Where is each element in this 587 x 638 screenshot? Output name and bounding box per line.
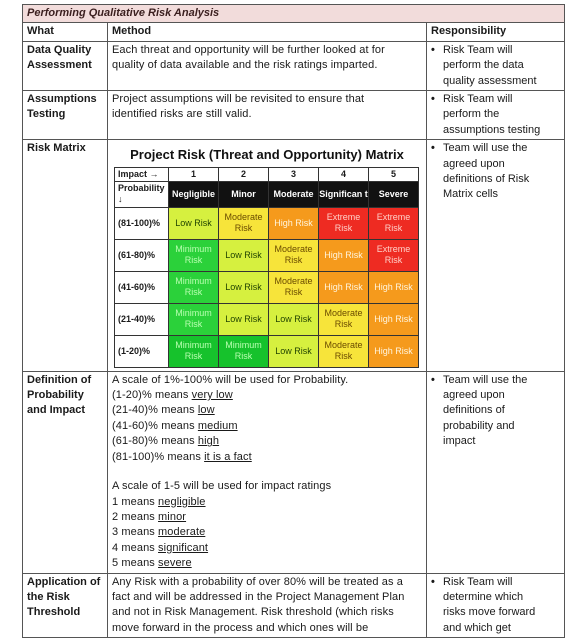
matrix-cell: Minimum Risk <box>169 239 219 271</box>
responsibility-cell <box>427 140 565 371</box>
what-cell: Data Quality Assessment <box>23 41 108 90</box>
method-line: move forward in the process and which ones will be <box>112 621 369 634</box>
probability-range-label: (41-60)% <box>115 271 169 303</box>
impact-line: 5 means severe <box>112 557 192 570</box>
table-title: Performing Qualitative Risk Analysis <box>23 5 565 23</box>
probability-range-label: (21-40)% <box>115 303 169 335</box>
probability-range-label: (1-20)% <box>115 335 169 367</box>
matrix-cell: Low Risk <box>269 335 319 367</box>
matrix-row <box>115 239 419 271</box>
matrix-cell: High Risk <box>269 207 319 239</box>
impact-name: Severe <box>369 181 419 207</box>
matrix-row <box>115 335 419 367</box>
prob-line: (81-100)% means it is a fact <box>112 450 252 463</box>
responsibility-cell <box>427 91 565 140</box>
header-what: What <box>23 23 108 41</box>
prob-line: (41-60)% means medium <box>112 419 238 432</box>
table-title-row <box>23 5 565 23</box>
risk-matrix <box>114 167 419 368</box>
what-cell: Assumptions Testing <box>23 91 108 140</box>
method-line: fact and will be addressed in the Project Management Plan <box>112 590 405 603</box>
matrix-cell: Low Risk <box>219 271 269 303</box>
header-row <box>23 23 565 41</box>
resp-item: • Risk Team will perform the data quality assessment <box>431 43 560 89</box>
matrix-body <box>115 207 419 367</box>
impact-name: Moderate <box>269 181 319 207</box>
responsibility-cell <box>427 41 565 90</box>
row-risk-matrix <box>23 140 565 371</box>
matrix-cell: Low Risk <box>219 239 269 271</box>
impact-number: 3 <box>269 167 319 181</box>
method-cell <box>108 41 427 90</box>
matrix-cell: Low Risk <box>269 303 319 335</box>
risk-analysis-table <box>22 4 565 638</box>
method-cell <box>108 371 427 573</box>
matrix-cell <box>108 140 427 371</box>
impact-number: 1 <box>169 167 219 181</box>
impact-line: 3 means moderate <box>112 526 206 539</box>
matrix-cell: Moderate Risk <box>319 303 369 335</box>
matrix-row <box>115 207 419 239</box>
matrix-title: Project Risk (Threat and Opportunity) Matrix <box>130 147 404 163</box>
what-cell: Application of the Risk Threshold <box>23 573 108 638</box>
matrix-cell: High Risk <box>369 303 419 335</box>
resp-item: • Risk Team will determine which risks move forward and which get <box>431 575 560 637</box>
matrix-cell: High Risk <box>369 335 419 367</box>
probability-range-label: (61-80)% <box>115 239 169 271</box>
impact-label: Impact → <box>115 167 169 181</box>
probability-intro: A scale of 1%-100% will be used for Probability. <box>112 373 349 386</box>
matrix-cell: Extreme Risk <box>369 239 419 271</box>
method-line: identified risks are still valid. <box>112 108 252 121</box>
impact-intro: A scale of 1-5 will be used for impact ratings <box>112 480 332 493</box>
resp-item: • Team will use the agreed upon definitions of probability and impact <box>431 373 560 450</box>
what-cell: Definition of Probability and Impact <box>23 371 108 573</box>
row-definition-probability-impact <box>23 371 565 573</box>
matrix-cell: Extreme Risk <box>319 207 369 239</box>
row-assumptions-testing <box>23 91 565 140</box>
matrix-cell: Moderate Risk <box>269 271 319 303</box>
prob-line: (21-40)% means low <box>112 404 215 417</box>
row-data-quality <box>23 41 565 90</box>
impact-line: 2 means minor <box>112 510 187 523</box>
resp-item: • Risk Team will perform the assumptions testing <box>431 92 560 138</box>
method-line: Each threat and opportunity will be further looked at for <box>112 43 385 56</box>
impact-number: 4 <box>319 167 369 181</box>
matrix-cell: High Risk <box>319 271 369 303</box>
method-cell <box>108 91 427 140</box>
impact-number: 2 <box>219 167 269 181</box>
header-method: Method <box>108 23 427 41</box>
resp-item: • Team will use the agreed upon definitions of Risk Matrix cells <box>431 141 560 203</box>
matrix-cell: Moderate Risk <box>319 335 369 367</box>
matrix-cell: Moderate Risk <box>219 207 269 239</box>
impact-line: 4 means significant <box>112 541 209 554</box>
header-responsibility: Responsibility <box>427 23 565 41</box>
method-line: Any Risk with a probability of over 80% will be treated as a <box>112 575 403 588</box>
matrix-cell: Low Risk <box>169 207 219 239</box>
matrix-cell: High Risk <box>369 271 419 303</box>
method-line: and not in Risk Management. Risk threshold (which risks <box>112 606 394 619</box>
matrix-cell: Minimum Risk <box>169 271 219 303</box>
matrix-row <box>115 271 419 303</box>
impact-number: 5 <box>369 167 419 181</box>
responsibility-cell <box>427 371 565 573</box>
what-cell: Risk Matrix <box>23 140 108 371</box>
matrix-cell: Extreme Risk <box>369 207 419 239</box>
impact-name: Significan t <box>319 181 369 207</box>
probability-range-label: (81-100)% <box>115 207 169 239</box>
probability-label: Probability ↓ <box>115 181 169 207</box>
matrix-row <box>115 303 419 335</box>
impact-line: 1 means negligible <box>112 495 206 508</box>
prob-line: (61-80)% means high <box>112 435 220 448</box>
matrix-cell: Minimum Risk <box>169 335 219 367</box>
matrix-cell: High Risk <box>319 239 369 271</box>
prob-line: (1-20)% means very low <box>112 389 233 402</box>
matrix-cell: Moderate Risk <box>269 239 319 271</box>
matrix-cell: Minimum Risk <box>169 303 219 335</box>
matrix-cell: Minimum Risk <box>219 335 269 367</box>
method-line: Project assumptions will be revisited to ensure that <box>112 93 365 106</box>
impact-name: Minor <box>219 181 269 207</box>
impact-name: Negligible <box>169 181 219 207</box>
method-line: quality of data available and the risk ratings imparted. <box>112 59 378 72</box>
matrix-cell: Low Risk <box>219 303 269 335</box>
